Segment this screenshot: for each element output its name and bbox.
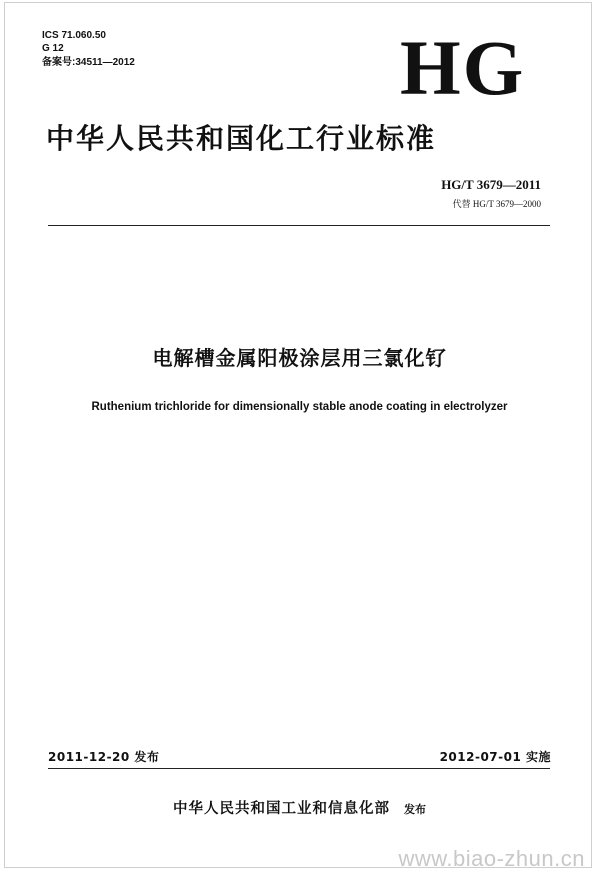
issue-action: 发布: [404, 803, 426, 816]
ics-code: ICS 71.060.50: [42, 30, 106, 41]
implementation-date: 2012-07-01 实施: [439, 750, 551, 764]
replaces-standard: 代替 HG/T 3679—2000: [452, 199, 541, 209]
bottom-divider: [48, 768, 550, 769]
record-number: 备案号:34511—2012: [42, 57, 135, 68]
issuer-line: [0, 797, 599, 818]
issuer-name: 中华人民共和国工业和信息化部: [173, 801, 390, 817]
top-divider: [48, 225, 550, 226]
watermark: www.biao-zhun.cn: [398, 846, 585, 871]
document-title-english: Ruthenium trichloride for dimensionally stable anode coating in electrolyzer: [91, 401, 508, 413]
standard-code: HG/T 3679—2011: [441, 177, 541, 192]
standard-category-title: 中华人民共和国化工行业标准: [46, 122, 437, 155]
classification-code: G 12: [42, 43, 64, 54]
hg-logo: HG: [400, 24, 526, 111]
document-title-chinese: 电解槽金属阳极涂层用三氯化钌: [152, 346, 447, 370]
issue-date: 2011-12-20 发布: [48, 750, 160, 764]
